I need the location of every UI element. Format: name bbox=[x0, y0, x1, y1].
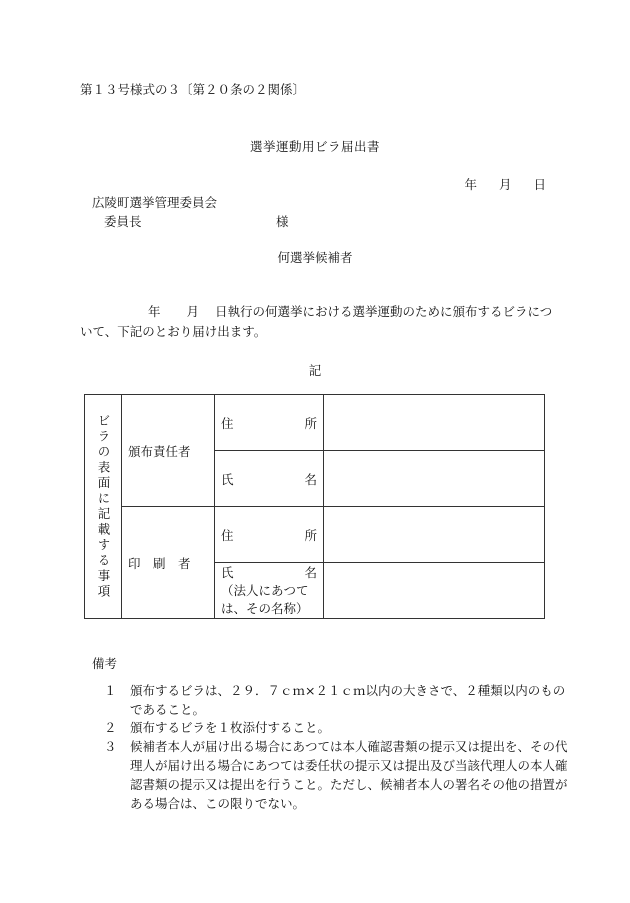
printer-name-note: （法人にあつては、その名称） bbox=[221, 582, 309, 616]
body-paragraph bbox=[80, 302, 560, 342]
addressee-chair: 委員長 bbox=[104, 214, 142, 229]
body-month: 月 bbox=[186, 304, 200, 319]
body-text: 日執行の何選挙における選挙運動のために頒布するビラについて、下記のとおり届け出ます。 bbox=[80, 304, 553, 339]
distributor-label: 頒布責任者 bbox=[122, 395, 215, 507]
date-line bbox=[442, 175, 546, 193]
distributor-name-label: 氏 名 bbox=[215, 451, 324, 507]
vertical-header-cell bbox=[85, 395, 122, 619]
addressee-committee: 広陵町選挙管理委員会 bbox=[92, 195, 218, 210]
candidate-label: 何選挙候補者 bbox=[277, 250, 353, 265]
notes-title: 備考 bbox=[92, 656, 118, 671]
ki-heading: 記 bbox=[308, 363, 322, 378]
distributor-address-label: 住 所 bbox=[215, 395, 324, 451]
date-month: 月 bbox=[498, 177, 512, 192]
distributor-name-value[interactable] bbox=[324, 451, 545, 507]
printer-address-label: 住 所 bbox=[215, 507, 324, 563]
addressee-honorific: 様 bbox=[276, 214, 289, 229]
date-year: 年 bbox=[464, 177, 477, 192]
document-title: 選挙運動用ビラ届出書 bbox=[249, 139, 380, 154]
form-number: 第１３号様式の３〔第２０条の２関係〕 bbox=[80, 82, 306, 97]
info-table bbox=[84, 394, 545, 619]
printer-name-label: 氏 名 （法人にあつては、その名称） bbox=[215, 563, 324, 619]
vertical-header: ビラの表面に記載する事項 bbox=[96, 413, 111, 600]
printer-name-value[interactable] bbox=[324, 563, 545, 619]
printer-label: 印 刷 者 bbox=[122, 507, 215, 619]
body-year: 年 bbox=[148, 304, 161, 319]
date-day: 日 bbox=[533, 177, 546, 192]
printer-address-value[interactable] bbox=[324, 507, 545, 563]
distributor-address-value[interactable] bbox=[324, 395, 545, 451]
